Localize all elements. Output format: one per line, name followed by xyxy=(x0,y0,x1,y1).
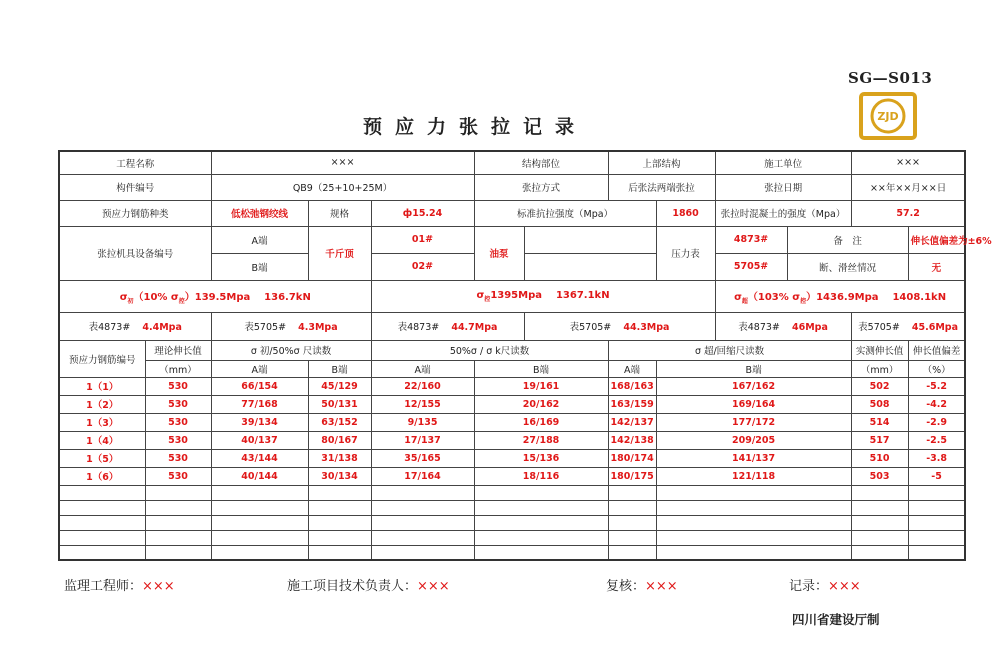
logo-text: ZJD xyxy=(877,110,899,123)
cell-theory: 530 xyxy=(145,377,211,395)
sig-recorder: 记录：××× xyxy=(789,579,861,594)
empty-cell xyxy=(608,515,656,530)
empty-cell xyxy=(851,545,908,560)
empty-cell xyxy=(474,500,608,515)
jack-a: 01# xyxy=(371,226,474,253)
cell-r3a: 180/175 xyxy=(608,467,656,485)
remark-value: 伸长值偏差为±6% xyxy=(908,226,965,253)
cell-id: 1（4） xyxy=(59,431,145,449)
empty-cell xyxy=(145,515,211,530)
col-actual-unit: （mm） xyxy=(851,360,908,377)
col-read3-b: B端 xyxy=(656,360,851,377)
gauge-label: 压力表 xyxy=(656,226,715,280)
empty-cell xyxy=(908,500,965,515)
cell-theory: 530 xyxy=(145,413,211,431)
structure-part: 上部结构 xyxy=(608,151,715,174)
cell-r3b: 177/172 xyxy=(656,413,851,431)
cell-r1b: 63/152 xyxy=(308,413,371,431)
cell-dev: -4.2 xyxy=(908,395,965,413)
empty-cell xyxy=(851,485,908,500)
project-name: ××× xyxy=(211,151,474,174)
col-dev-unit: （%） xyxy=(908,360,965,377)
empty-cell xyxy=(474,545,608,560)
empty-cell xyxy=(908,485,965,500)
sig-tech-lead: 施工项目技术负责人：××× xyxy=(287,579,450,594)
cell-r2b: 18/116 xyxy=(474,467,608,485)
break-label: 断、滑丝情况 xyxy=(787,253,908,280)
empty-row xyxy=(59,530,965,545)
concrete-strength: 57.2 xyxy=(851,200,965,226)
cell-r2a: 17/137 xyxy=(371,431,474,449)
form-code: SG—S013 xyxy=(848,69,933,87)
empty-cell xyxy=(656,500,851,515)
cell-r3b: 121/118 xyxy=(656,467,851,485)
empty-cell xyxy=(371,485,474,500)
cell-id: 1（1） xyxy=(59,377,145,395)
empty-cell xyxy=(656,485,851,500)
std-strength-label: 标准抗拉强度（Mpa） xyxy=(474,200,656,226)
cell-id: 1（2） xyxy=(59,395,145,413)
cell-dev: -5.2 xyxy=(908,377,965,395)
col-read1-a: A端 xyxy=(211,360,308,377)
empty-cell xyxy=(474,515,608,530)
spec-label: 规格 xyxy=(308,200,371,226)
col-read3-a: A端 xyxy=(608,360,656,377)
cell-r1b: 80/167 xyxy=(308,431,371,449)
cell-r3a: 142/137 xyxy=(608,413,656,431)
empty-cell xyxy=(608,500,656,515)
empty-cell xyxy=(474,485,608,500)
empty-cell xyxy=(608,485,656,500)
member-no-label: 构件编号 xyxy=(59,174,211,200)
data-rows xyxy=(59,377,965,560)
empty-cell xyxy=(211,485,308,500)
equip-blank-b xyxy=(524,253,656,280)
cell-actual: 502 xyxy=(851,377,908,395)
gauge-b: 5705# xyxy=(715,253,787,280)
tension-method-label: 张拉方式 xyxy=(474,174,608,200)
empty-cell xyxy=(371,545,474,560)
empty-cell xyxy=(59,530,145,545)
empty-cell xyxy=(908,530,965,545)
stress-control: $\sigma_控1395Mpa$ 1367.1kN xyxy=(371,280,715,312)
tension-date-label: 张拉日期 xyxy=(715,174,851,200)
empty-cell xyxy=(474,530,608,545)
cell-id: 1（3） xyxy=(59,413,145,431)
column-header-row-2 xyxy=(59,360,965,377)
empty-cell xyxy=(656,515,851,530)
empty-row xyxy=(59,500,965,515)
table-row xyxy=(59,377,965,395)
table-row xyxy=(59,413,965,431)
cell-dev: -2.5 xyxy=(908,431,965,449)
tension-date: ××年××月××日 xyxy=(851,174,965,200)
empty-cell xyxy=(851,515,908,530)
cell-r1a: 40/137 xyxy=(211,431,308,449)
sig-supervisor: 监理工程师：××× xyxy=(64,579,175,594)
col-read2-b: B端 xyxy=(474,360,608,377)
cell-r1a: 39/134 xyxy=(211,413,308,431)
gauge-reading-2: 表5705# 4.3Mpa xyxy=(211,312,371,340)
empty-row xyxy=(59,485,965,500)
cell-r1b: 30/134 xyxy=(308,467,371,485)
cell-theory: 530 xyxy=(145,449,211,467)
empty-cell xyxy=(59,500,145,515)
stress-over: $\sigma_超(103\%$ $\sigma_控)1436.9Mpa$ 1408.1kN xyxy=(715,280,965,312)
cell-r3b: 167/162 xyxy=(656,377,851,395)
cell-r2a: 17/164 xyxy=(371,467,474,485)
cell-r2b: 15/136 xyxy=(474,449,608,467)
column-header-row-1 xyxy=(59,340,965,360)
empty-cell xyxy=(211,545,308,560)
header-row-1 xyxy=(59,151,965,174)
project-name-label: 工程名称 xyxy=(59,151,211,174)
gauge-reading-6: 表5705# 45.6Mpa xyxy=(851,312,965,340)
gauge-a: 4873# xyxy=(715,226,787,253)
cell-dev: -2.9 xyxy=(908,413,965,431)
cell-r2b: 27/188 xyxy=(474,431,608,449)
cell-r3a: 168/163 xyxy=(608,377,656,395)
empty-cell xyxy=(145,530,211,545)
col-read2: 50%σ / σ k尺读数 xyxy=(371,340,608,360)
construction-unit-label: 施工单位 xyxy=(715,151,851,174)
member-no: QB9（25+10+25M） xyxy=(211,174,474,200)
equipment-row-a xyxy=(59,226,965,253)
empty-cell xyxy=(371,500,474,515)
cell-r1a: 77/168 xyxy=(211,395,308,413)
cell-r1b: 50/131 xyxy=(308,395,371,413)
equip-b-end: B端 xyxy=(211,253,308,280)
cell-r3a: 180/174 xyxy=(608,449,656,467)
empty-cell xyxy=(851,530,908,545)
concrete-strength-label: 张拉时混凝土的强度（Mpa） xyxy=(715,200,851,226)
cell-r2b: 20/162 xyxy=(474,395,608,413)
empty-cell xyxy=(656,530,851,545)
col-read3: σ 超/回缩尺读数 xyxy=(608,340,851,360)
cell-theory: 530 xyxy=(145,467,211,485)
empty-cell xyxy=(211,530,308,545)
col-read1-b: B端 xyxy=(308,360,371,377)
cell-actual: 503 xyxy=(851,467,908,485)
header-row-2 xyxy=(59,174,965,200)
empty-cell xyxy=(371,515,474,530)
empty-cell xyxy=(211,500,308,515)
empty-cell xyxy=(145,485,211,500)
structure-part-label: 结构部位 xyxy=(474,151,608,174)
cell-r1a: 40/144 xyxy=(211,467,308,485)
empty-cell xyxy=(656,545,851,560)
table-row xyxy=(59,431,965,449)
cell-r1b: 45/129 xyxy=(308,377,371,395)
empty-cell xyxy=(908,515,965,530)
empty-cell xyxy=(308,545,371,560)
table-row xyxy=(59,395,965,413)
empty-cell xyxy=(608,545,656,560)
cell-dev: -5 xyxy=(908,467,965,485)
empty-cell xyxy=(145,545,211,560)
empty-cell xyxy=(308,530,371,545)
cell-r3b: 141/137 xyxy=(656,449,851,467)
gauge-row xyxy=(59,312,965,340)
equipment-label: 张拉机具设备编号 xyxy=(59,226,211,280)
table-row xyxy=(59,449,965,467)
gauge-reading-5: 表4873# 46Mpa xyxy=(715,312,851,340)
empty-cell xyxy=(308,515,371,530)
cell-r2a: 12/155 xyxy=(371,395,474,413)
empty-cell xyxy=(851,500,908,515)
equip-blank-a xyxy=(524,226,656,253)
table-row xyxy=(59,467,965,485)
remark-label: 备 注 xyxy=(787,226,908,253)
cell-id: 1（6） xyxy=(59,467,145,485)
tension-method: 后张法两端张拉 xyxy=(608,174,715,200)
empty-cell xyxy=(308,485,371,500)
cell-theory: 530 xyxy=(145,431,211,449)
empty-cell xyxy=(59,545,145,560)
cell-r2a: 35/165 xyxy=(371,449,474,467)
cell-r1a: 43/144 xyxy=(211,449,308,467)
empty-cell xyxy=(59,515,145,530)
empty-cell xyxy=(211,515,308,530)
pump-label: 油泵 xyxy=(474,226,524,280)
cell-r3b: 209/205 xyxy=(656,431,851,449)
col-read1: σ 初/50%σ 尺读数 xyxy=(211,340,371,360)
col-theory: 理论伸长值 xyxy=(145,340,211,360)
cell-r3a: 163/159 xyxy=(608,395,656,413)
cell-r2a: 22/160 xyxy=(371,377,474,395)
empty-row xyxy=(59,515,965,530)
col-actual: 实测伸长值 xyxy=(851,340,908,360)
empty-cell xyxy=(371,530,474,545)
gauge-reading-4: 表5705# 44.3Mpa xyxy=(524,312,715,340)
cell-actual: 517 xyxy=(851,431,908,449)
equip-a-end: A端 xyxy=(211,226,308,253)
cell-actual: 510 xyxy=(851,449,908,467)
construction-unit: ××× xyxy=(851,151,965,174)
sig-reviewer: 复核：××× xyxy=(606,579,678,594)
cell-dev: -3.8 xyxy=(908,449,965,467)
header-row-3 xyxy=(59,200,965,226)
col-theory-unit: （mm） xyxy=(145,360,211,377)
tension-record-table xyxy=(58,150,992,561)
page-title: 预应力张拉记录 xyxy=(362,116,587,138)
std-strength: 1860 xyxy=(656,200,715,226)
cell-r1a: 66/154 xyxy=(211,377,308,395)
cell-r3a: 142/138 xyxy=(608,431,656,449)
cell-r2a: 9/135 xyxy=(371,413,474,431)
empty-cell xyxy=(908,545,965,560)
steel-type: 低松弛钢绞线 xyxy=(211,200,308,226)
spec-value: ф15.24 xyxy=(371,200,474,226)
cell-r2b: 19/161 xyxy=(474,377,608,395)
footer-issuer: 四川省建设厅制 xyxy=(792,612,880,627)
stress-initial: $\sigma_初(10\%$ $\sigma_控)139.5Mpa$ 136.7kN xyxy=(59,280,371,312)
cell-r1b: 31/138 xyxy=(308,449,371,467)
jack-label: 千斤顶 xyxy=(308,226,371,280)
cell-actual: 508 xyxy=(851,395,908,413)
empty-cell xyxy=(308,500,371,515)
empty-cell xyxy=(145,500,211,515)
empty-cell xyxy=(608,530,656,545)
gauge-reading-3: 表4873# 44.7Mpa xyxy=(371,312,524,340)
col-dev: 伸长值偏差 xyxy=(908,340,965,360)
stress-row xyxy=(59,280,965,312)
cell-theory: 530 xyxy=(145,395,211,413)
col-tendon: 预应力钢筋编号 xyxy=(59,340,145,377)
empty-row xyxy=(59,545,965,560)
cell-id: 1（5） xyxy=(59,449,145,467)
break-value: 无 xyxy=(908,253,965,280)
jack-b: 02# xyxy=(371,253,474,280)
col-read2-a: A端 xyxy=(371,360,474,377)
steel-type-label: 预应力钢筋种类 xyxy=(59,200,211,226)
empty-cell xyxy=(59,485,145,500)
cell-r2b: 16/169 xyxy=(474,413,608,431)
cell-r3b: 169/164 xyxy=(656,395,851,413)
gauge-reading-1: 表4873# 4.4Mpa xyxy=(59,312,211,340)
cell-actual: 514 xyxy=(851,413,908,431)
